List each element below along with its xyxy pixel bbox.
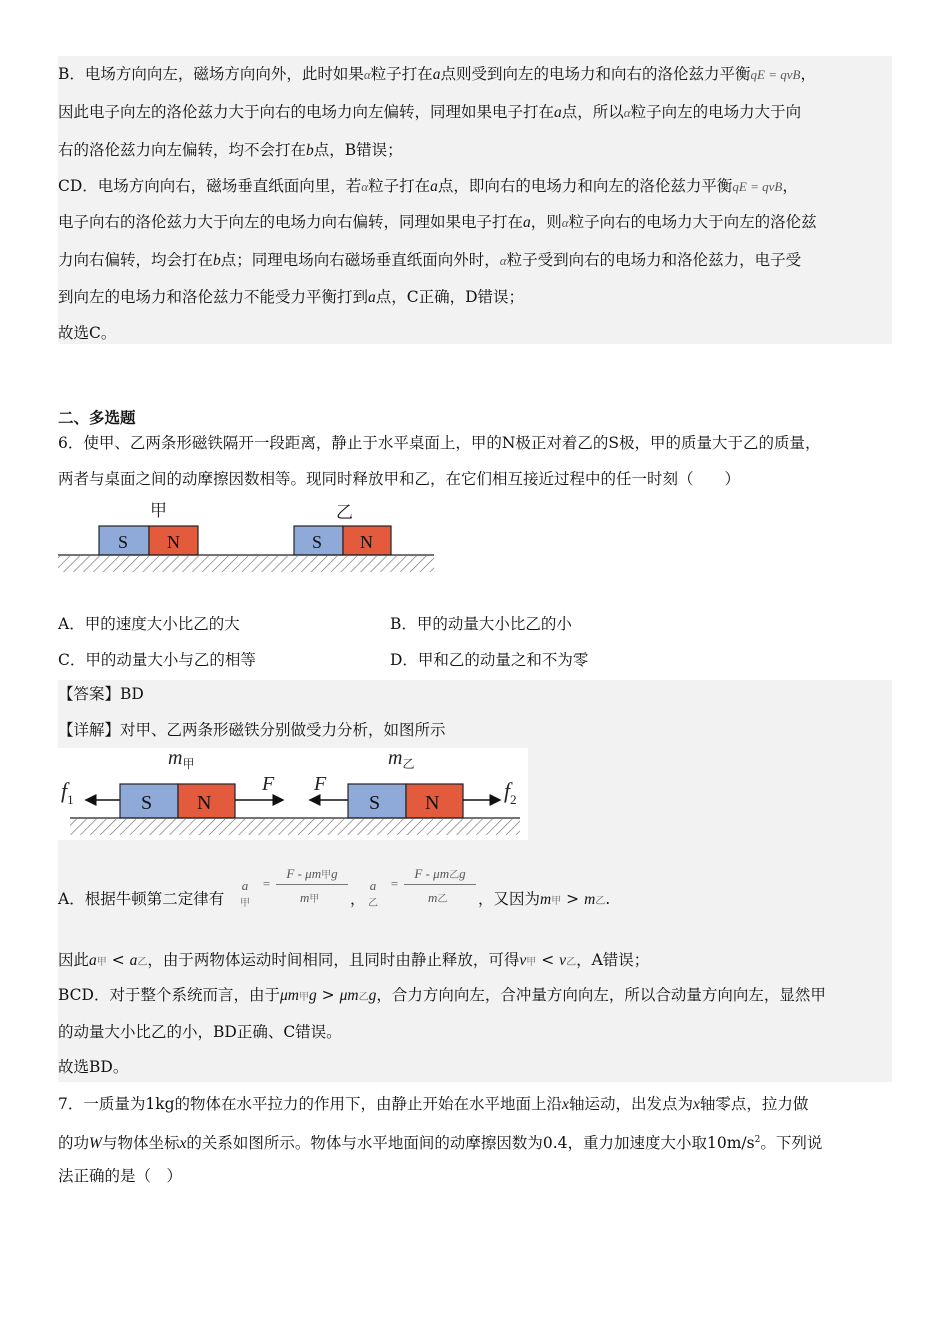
q6-newton-post: ，又因为m甲 > m乙. — [478, 890, 611, 908]
svg-text:m甲: $m_甲$ — [168, 748, 195, 771]
q5-choice: 故选C。 — [58, 324, 117, 342]
svg-text:S: S — [312, 532, 323, 552]
q6-figure-magnets — [58, 498, 438, 578]
svg-text:N: N — [425, 792, 440, 814]
q6-option-b: B．甲的动量大小比乙的小 — [390, 615, 572, 633]
q6-stem-line1: 6．使甲、乙两条形磁铁隔开一段距离，静止于水平桌面上，甲的N极正对着乙的S极，甲的质量大于乙的质量， — [58, 434, 821, 452]
svg-text:m乙: $m_乙$ — [388, 748, 415, 771]
label-jia: 甲 — [150, 501, 167, 520]
q6-bcd-line1: BCD．对于整个系统而言，由于μm甲g > μm乙g，合力方向向左，合冲量方向向左，所以合动量方向向左，显然甲 — [58, 986, 826, 1004]
table-hatch — [58, 556, 434, 572]
svg-text:f2: $f_2$ — [504, 778, 517, 807]
q6-since-line: 因此a甲 < a乙，由于两物体运动时间相同，且同时由静止释放，可得v甲 < v乙，A错误； — [58, 951, 650, 969]
q6-bcd-line2: 的动量大小比乙的小，BD正确、C错误。 — [58, 1023, 342, 1041]
q6-option-c: C．甲的动量大小与乙的相等 — [58, 651, 256, 669]
q5-cd-line1: CD．电场方向向右，磁场垂直纸面向里，若α粒子打在a点，即向右的电场力和向左的洛伦兹力平衡qE = qvB， — [58, 177, 798, 195]
eq-qE-qvB: qE = qvB — [750, 67, 801, 82]
q5-cd-line2: 电子向右的洛伦兹力大于向左的电场力向右偏转，同理如果电子打在a，则α粒子向右的电场力大于向左的洛伦兹 — [58, 213, 817, 231]
q5-b-line3: 右的洛伦兹力向左偏转，均不会打在b点，B错误； — [58, 141, 403, 159]
svg-text:N: N — [360, 532, 373, 552]
svg-text:S: S — [369, 792, 381, 814]
label-yi: 乙 — [336, 503, 353, 522]
q5-cd-line3: 力向右偏转，均会打在b点；同理电场向右磁场垂直纸面向外时，α粒子受到向右的电场力和洛伦兹力，电子受 — [58, 251, 802, 269]
q5-b-line1: B．电场方向向左，磁场方向向外，此时如果α粒子打在a点则受到向左的电场力和向右的洛伦兹力平衡qE = qvB， — [58, 65, 816, 83]
svg-text:N: N — [167, 532, 180, 552]
table-hatch — [70, 819, 520, 835]
svg-text:F: F — [262, 773, 275, 795]
svg-text:f1: $f_1$ — [61, 778, 74, 807]
q6-choice: 故选BD。 — [58, 1058, 129, 1076]
q6-answer: 【答案】BD — [58, 685, 144, 703]
formula-sep: ， — [350, 890, 366, 908]
q6-option-d: D．甲和乙的动量之和不为零 — [390, 651, 589, 669]
q7-line2: 的功W与物体坐标x的关系如图所示。物体与水平地面间的动摩擦因数为0.4，重力加速度大小取$10m/s^2$。下列说 — [58, 1134, 823, 1153]
q6-newton-line: A．根据牛顿第二定律有 — [58, 890, 225, 908]
q5-cd-line4: 到向左的电场力和洛伦兹力不能受力平衡打到a点，C正确，D错误； — [58, 288, 525, 306]
svg-text:N: N — [197, 792, 212, 814]
svg-text:S: S — [141, 792, 153, 814]
q6-option-a: A．甲的速度大小比乙的大 — [58, 615, 240, 633]
q6-stem-line2: 两者与桌面之间的动摩擦因数相等。现同时释放甲和乙，在它们相互接近过程中的任一时刻（ ） — [58, 470, 741, 488]
q6-detail: 【详解】对甲、乙两条形磁铁分别做受力分析，如图所示 — [58, 721, 446, 739]
section-title: 二、多选题 — [58, 408, 136, 427]
q7-line1: 7．一质量为1kg的物体在水平拉力的作用下，由静止开始在水平地面上沿x轴运动，出发点为x轴零点，拉力做 — [58, 1095, 809, 1113]
svg-text:F: F — [314, 773, 327, 795]
svg-text:S: S — [118, 532, 129, 552]
q6-figure-forces — [58, 748, 528, 840]
q7-line3: 法正确的是（ ） — [58, 1167, 183, 1185]
q5-b-line2: 因此电子向左的洛伦兹力大于向右的电场力向左偏转，同理如果电子打在a点，所以α粒子向左的电场力大于向 — [58, 103, 802, 121]
